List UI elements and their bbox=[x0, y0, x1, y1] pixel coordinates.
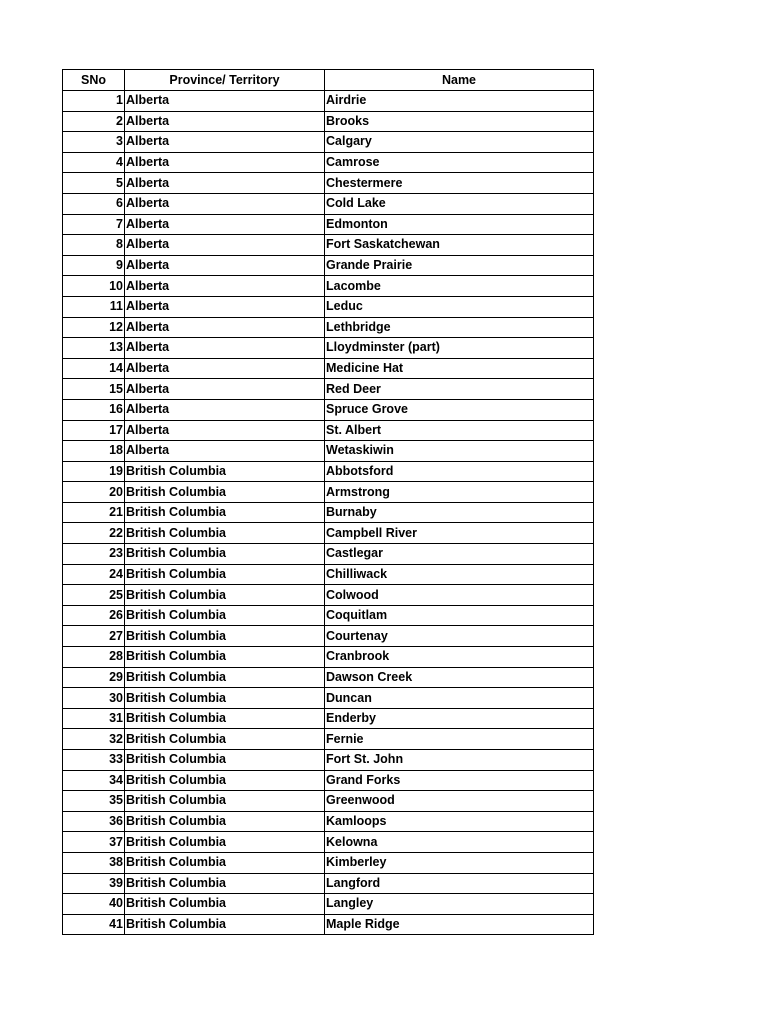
cell-sno: 27 bbox=[63, 626, 125, 647]
cell-name: Grand Forks bbox=[325, 770, 594, 791]
table-row bbox=[63, 152, 594, 173]
cell-province: Alberta bbox=[125, 338, 325, 359]
cell-province: British Columbia bbox=[125, 502, 325, 523]
cell-province: British Columbia bbox=[125, 750, 325, 771]
cell-province: Alberta bbox=[125, 235, 325, 256]
table-row bbox=[63, 379, 594, 400]
table-row bbox=[63, 276, 594, 297]
cell-province: British Columbia bbox=[125, 914, 325, 935]
cell-name: Langford bbox=[325, 873, 594, 894]
cell-sno: 9 bbox=[63, 255, 125, 276]
cell-name: Lacombe bbox=[325, 276, 594, 297]
cell-name: Cold Lake bbox=[325, 193, 594, 214]
cell-name: Armstrong bbox=[325, 482, 594, 503]
table-row bbox=[63, 193, 594, 214]
cell-name: Lethbridge bbox=[325, 317, 594, 338]
cell-province: British Columbia bbox=[125, 523, 325, 544]
cell-province: British Columbia bbox=[125, 461, 325, 482]
table-row bbox=[63, 173, 594, 194]
cell-name: Cranbrook bbox=[325, 647, 594, 668]
cell-sno: 29 bbox=[63, 667, 125, 688]
cell-name: Enderby bbox=[325, 708, 594, 729]
cell-province: British Columbia bbox=[125, 873, 325, 894]
table-row bbox=[63, 91, 594, 112]
spreadsheet-page bbox=[62, 69, 593, 935]
cell-name: Kelowna bbox=[325, 832, 594, 853]
cell-sno: 1 bbox=[63, 91, 125, 112]
cell-sno: 3 bbox=[63, 132, 125, 153]
table-row bbox=[63, 585, 594, 606]
cell-province: British Columbia bbox=[125, 585, 325, 606]
cell-sno: 2 bbox=[63, 111, 125, 132]
cell-name: Maple Ridge bbox=[325, 914, 594, 935]
cell-province: Alberta bbox=[125, 296, 325, 317]
cell-name: Colwood bbox=[325, 585, 594, 606]
cell-sno: 32 bbox=[63, 729, 125, 750]
cell-name: Red Deer bbox=[325, 379, 594, 400]
cell-province: British Columbia bbox=[125, 647, 325, 668]
cell-sno: 40 bbox=[63, 894, 125, 915]
table-row bbox=[63, 544, 594, 565]
cell-sno: 28 bbox=[63, 647, 125, 668]
cell-name: Courtenay bbox=[325, 626, 594, 647]
table-row bbox=[63, 235, 594, 256]
table-row bbox=[63, 647, 594, 668]
cell-province: British Columbia bbox=[125, 770, 325, 791]
table-row bbox=[63, 791, 594, 812]
cell-sno: 5 bbox=[63, 173, 125, 194]
header-sno: SNo bbox=[63, 70, 125, 91]
table-row bbox=[63, 873, 594, 894]
cell-province: British Columbia bbox=[125, 688, 325, 709]
cell-province: Alberta bbox=[125, 420, 325, 441]
cell-name: Coquitlam bbox=[325, 605, 594, 626]
cell-province: Alberta bbox=[125, 152, 325, 173]
cell-sno: 20 bbox=[63, 482, 125, 503]
cell-province: Alberta bbox=[125, 255, 325, 276]
cell-province: Alberta bbox=[125, 91, 325, 112]
table-row bbox=[63, 132, 594, 153]
cell-name: Fort St. John bbox=[325, 750, 594, 771]
cell-sno: 10 bbox=[63, 276, 125, 297]
table-row bbox=[63, 338, 594, 359]
cell-name: Edmonton bbox=[325, 214, 594, 235]
table-row bbox=[63, 482, 594, 503]
cell-name: Chilliwack bbox=[325, 564, 594, 585]
cell-name: Burnaby bbox=[325, 502, 594, 523]
cell-sno: 36 bbox=[63, 811, 125, 832]
cell-sno: 30 bbox=[63, 688, 125, 709]
header-row bbox=[63, 70, 594, 91]
table-row bbox=[63, 296, 594, 317]
cell-province: British Columbia bbox=[125, 852, 325, 873]
cell-province: Alberta bbox=[125, 358, 325, 379]
cell-name: Fernie bbox=[325, 729, 594, 750]
cell-province: British Columbia bbox=[125, 708, 325, 729]
cell-sno: 19 bbox=[63, 461, 125, 482]
cell-province: Alberta bbox=[125, 132, 325, 153]
cell-sno: 18 bbox=[63, 441, 125, 462]
cell-name: Abbotsford bbox=[325, 461, 594, 482]
header-province: Province/ Territory bbox=[125, 70, 325, 91]
cell-sno: 17 bbox=[63, 420, 125, 441]
cell-name: Kimberley bbox=[325, 852, 594, 873]
table-row bbox=[63, 852, 594, 873]
cell-sno: 39 bbox=[63, 873, 125, 894]
table-row bbox=[63, 750, 594, 771]
table-row bbox=[63, 626, 594, 647]
cell-name: Dawson Creek bbox=[325, 667, 594, 688]
cell-sno: 15 bbox=[63, 379, 125, 400]
cell-name: Greenwood bbox=[325, 791, 594, 812]
cities-table bbox=[62, 69, 594, 935]
table-row bbox=[63, 811, 594, 832]
cell-sno: 21 bbox=[63, 502, 125, 523]
table-row bbox=[63, 255, 594, 276]
cell-sno: 14 bbox=[63, 358, 125, 379]
table-row bbox=[63, 667, 594, 688]
cell-sno: 6 bbox=[63, 193, 125, 214]
cell-province: Alberta bbox=[125, 193, 325, 214]
cell-name: Lloydminster (part) bbox=[325, 338, 594, 359]
cell-province: Alberta bbox=[125, 173, 325, 194]
cell-sno: 12 bbox=[63, 317, 125, 338]
cell-sno: 11 bbox=[63, 296, 125, 317]
cell-province: British Columbia bbox=[125, 605, 325, 626]
cell-name: Wetaskiwin bbox=[325, 441, 594, 462]
table-row bbox=[63, 564, 594, 585]
cell-sno: 26 bbox=[63, 605, 125, 626]
cell-name: St. Albert bbox=[325, 420, 594, 441]
table-row bbox=[63, 894, 594, 915]
cell-sno: 16 bbox=[63, 399, 125, 420]
cell-name: Duncan bbox=[325, 688, 594, 709]
cell-name: Camrose bbox=[325, 152, 594, 173]
table-row bbox=[63, 441, 594, 462]
cell-province: British Columbia bbox=[125, 791, 325, 812]
cell-sno: 33 bbox=[63, 750, 125, 771]
cell-name: Spruce Grove bbox=[325, 399, 594, 420]
cell-name: Grande Prairie bbox=[325, 255, 594, 276]
table-row bbox=[63, 708, 594, 729]
table-row bbox=[63, 523, 594, 544]
table-row bbox=[63, 729, 594, 750]
table-row bbox=[63, 461, 594, 482]
cell-province: British Columbia bbox=[125, 729, 325, 750]
cell-name: Castlegar bbox=[325, 544, 594, 565]
cell-province: Alberta bbox=[125, 379, 325, 400]
cell-province: British Columbia bbox=[125, 564, 325, 585]
table-row bbox=[63, 502, 594, 523]
cell-name: Leduc bbox=[325, 296, 594, 317]
cell-name: Calgary bbox=[325, 132, 594, 153]
table-row bbox=[63, 605, 594, 626]
cell-sno: 34 bbox=[63, 770, 125, 791]
cell-sno: 41 bbox=[63, 914, 125, 935]
table-row bbox=[63, 770, 594, 791]
table-row bbox=[63, 688, 594, 709]
cell-name: Campbell River bbox=[325, 523, 594, 544]
cell-sno: 24 bbox=[63, 564, 125, 585]
cell-province: British Columbia bbox=[125, 626, 325, 647]
cell-name: Brooks bbox=[325, 111, 594, 132]
cell-province: British Columbia bbox=[125, 811, 325, 832]
table-row bbox=[63, 399, 594, 420]
cell-province: Alberta bbox=[125, 214, 325, 235]
cell-province: British Columbia bbox=[125, 894, 325, 915]
cell-province: Alberta bbox=[125, 276, 325, 297]
cell-name: Chestermere bbox=[325, 173, 594, 194]
table-row bbox=[63, 214, 594, 235]
cell-sno: 31 bbox=[63, 708, 125, 729]
cell-name: Kamloops bbox=[325, 811, 594, 832]
cell-province: British Columbia bbox=[125, 544, 325, 565]
table-body bbox=[63, 91, 594, 935]
cell-name: Airdrie bbox=[325, 91, 594, 112]
cell-province: Alberta bbox=[125, 441, 325, 462]
table-header bbox=[63, 70, 594, 91]
cell-province: British Columbia bbox=[125, 667, 325, 688]
table-row bbox=[63, 914, 594, 935]
cell-sno: 25 bbox=[63, 585, 125, 606]
cell-name: Langley bbox=[325, 894, 594, 915]
cell-province: British Columbia bbox=[125, 832, 325, 853]
cell-sno: 23 bbox=[63, 544, 125, 565]
cell-province: Alberta bbox=[125, 111, 325, 132]
cell-sno: 37 bbox=[63, 832, 125, 853]
cell-sno: 22 bbox=[63, 523, 125, 544]
header-name: Name bbox=[325, 70, 594, 91]
cell-sno: 35 bbox=[63, 791, 125, 812]
cell-name: Fort Saskatchewan bbox=[325, 235, 594, 256]
cell-sno: 7 bbox=[63, 214, 125, 235]
table-row bbox=[63, 111, 594, 132]
cell-sno: 38 bbox=[63, 852, 125, 873]
cell-name: Medicine Hat bbox=[325, 358, 594, 379]
cell-sno: 13 bbox=[63, 338, 125, 359]
cell-sno: 8 bbox=[63, 235, 125, 256]
cell-province: Alberta bbox=[125, 317, 325, 338]
table-row bbox=[63, 358, 594, 379]
table-row bbox=[63, 420, 594, 441]
table-row bbox=[63, 317, 594, 338]
cell-province: British Columbia bbox=[125, 482, 325, 503]
table-row bbox=[63, 832, 594, 853]
cell-province: Alberta bbox=[125, 399, 325, 420]
cell-sno: 4 bbox=[63, 152, 125, 173]
